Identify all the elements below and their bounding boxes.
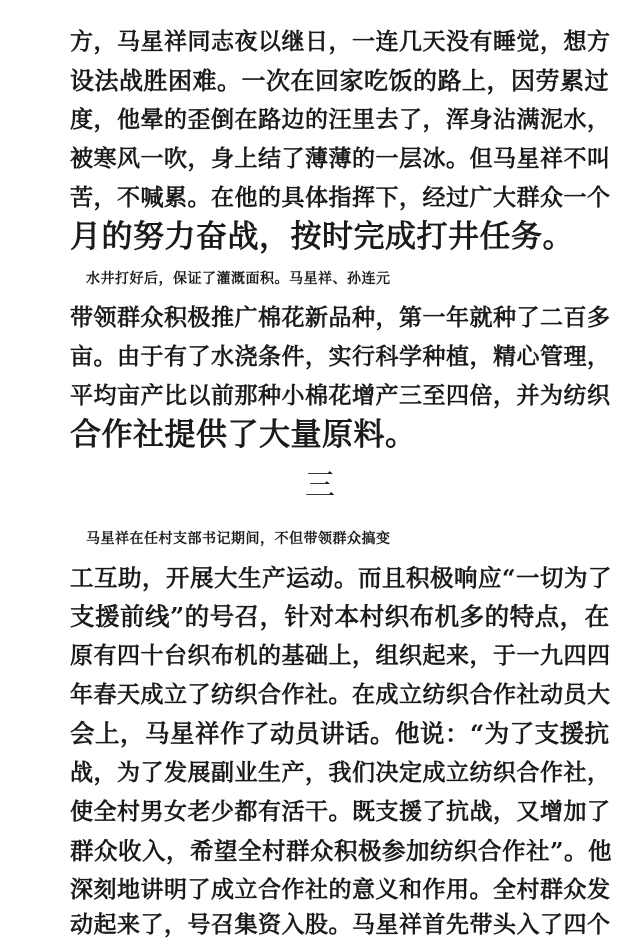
- text-line: 合作社提供了大量原料。: [70, 417, 417, 453]
- text-line: 支援前线”的号召，针对本村织布机多的特点，在: [70, 602, 610, 631]
- text-line: 亩。由于有了水浇条件，实行科学种植，精心管理，: [70, 343, 611, 370]
- text-line: 战，为了发展副业生产，我们决定成立纺织合作社，: [70, 759, 611, 786]
- text-line: 被寒风一吹，身上结了薄薄的一层冰。但马星祥不叫: [70, 145, 611, 172]
- text-line: 月的努力奋战，按时完成打井任务。: [70, 219, 574, 255]
- text-line: 动起来了，号召集资入股。马星祥首先带头入了四个: [70, 911, 611, 938]
- text-line: 年春天成立了纺织合作社。在成立纺织合作社动员大: [70, 681, 611, 708]
- section-heading: 三: [305, 468, 335, 503]
- text-line: 马星祥在任村支部书记期间，不但带领群众搞变: [86, 531, 391, 547]
- text-line: 原有四十台织布机的基础上，组织起来，于一九四四: [70, 642, 611, 669]
- text-line: 深刻地讲明了成立合作社的意义和作用。全村群众发: [70, 876, 611, 903]
- text-line: 带领群众积极推广棉花新品种，第一年就种了二百多: [70, 304, 611, 331]
- text-line: 度，他晕的歪倒在路边的汪里去了，浑身沾满泥水，: [70, 106, 611, 133]
- text-line: 方，马星祥同志夜以继日，一连几天没有睡觉，想方: [70, 28, 611, 55]
- text-line: 使全村男女老少都有活干。既支援了抗战，又增加了: [70, 798, 611, 825]
- text-line: 会上，马星祥作了动员讲话。他说：“为了支援抗: [70, 719, 610, 748]
- text-line: 水井打好后，保证了灌溉面积。马星祥、孙连元: [86, 271, 391, 287]
- text-line: 苦，不喊累。在他的具体指挥下，经过广大群众一个: [70, 184, 611, 211]
- text-line: 平均亩产比以前那种小棉花增产三至四倍，并为纺织: [70, 382, 611, 409]
- text-line: 工互助，开展大生产运动。而且积极响应“一切为了: [70, 564, 613, 592]
- text-line: 群众收入，希望全村群众积极参加纺织合作社”。他: [70, 837, 613, 865]
- text-line: 设法战胜困难。一次在回家吃饭的路上，因劳累过: [70, 66, 609, 95]
